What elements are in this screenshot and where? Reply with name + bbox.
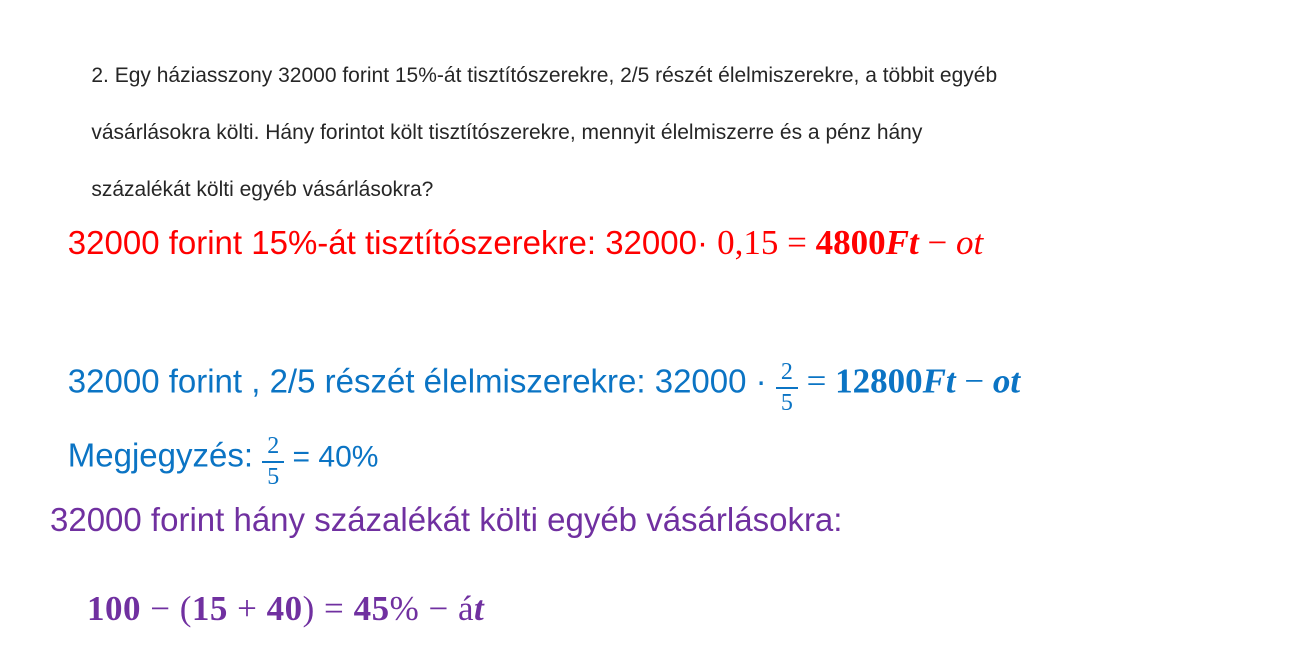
formula-token: 40 [266, 589, 303, 628]
cleaning-suffix: ot [955, 223, 984, 262]
food-suffix: ot [992, 361, 1021, 401]
formula-token: − ( [141, 589, 192, 628]
formula-token: t [474, 589, 485, 628]
cleaning-factor: 0,15 = [717, 223, 816, 262]
note-lead-text: Megjegyzés: [67, 436, 263, 474]
two-fifths-fraction-note [262, 434, 284, 490]
cleaning-minus-sign: − [918, 223, 956, 262]
formula-token: % − á [389, 589, 474, 628]
two-fifths-fraction [776, 360, 798, 416]
fraction-numerator: 2 [262, 434, 284, 463]
cleaning-result-number: 4800 [815, 223, 886, 262]
note-value: = 40% [284, 440, 379, 474]
formula-token: 45 [353, 589, 390, 628]
formula-token: 100 [87, 589, 141, 628]
cleaning-products-equation [50, 205, 983, 281]
problem-line-1: 2. Egy háziasszony 32000 forint 15%-át tisztítószerekre, 2/5 részét élelmiszerekre, a többit egyéb [91, 63, 998, 87]
food-lead-text: 32000 forint , 2/5 részét élelmiszerekre: 32000 · [67, 362, 776, 400]
fraction-denominator: 5 [780, 390, 793, 417]
problem-line-3: százalékát költi egyéb vásárlásokra? [91, 177, 434, 201]
fraction-denominator: 5 [267, 464, 280, 491]
cleaning-result-unit: Ft [885, 223, 919, 262]
formula-token: + [227, 589, 267, 628]
food-equals-sign: = [797, 361, 836, 401]
problem-line-2: vásárlásokra költi. Hány forintot költ tisztítószerekre, mennyit élelmiszerre és a pénz hány [91, 120, 923, 144]
food-result-unit: Ft [922, 361, 956, 401]
other-purchases-formula [50, 549, 484, 669]
formula-token: 15 [191, 589, 228, 628]
fraction-numerator: 2 [776, 360, 798, 389]
note-line [50, 416, 378, 508]
other-purchases-question: 32000 forint hány százalékát költi egyéb vásárlásokra: [50, 501, 843, 538]
problem-statement [68, 33, 997, 233]
food-minus-sign: − [955, 361, 993, 401]
cleaning-lead-text: 32000 forint 15%-át tisztítószerekre: 32000· [67, 224, 718, 261]
food-result-number: 12800 [835, 361, 923, 401]
formula-token: ) = [302, 589, 354, 628]
